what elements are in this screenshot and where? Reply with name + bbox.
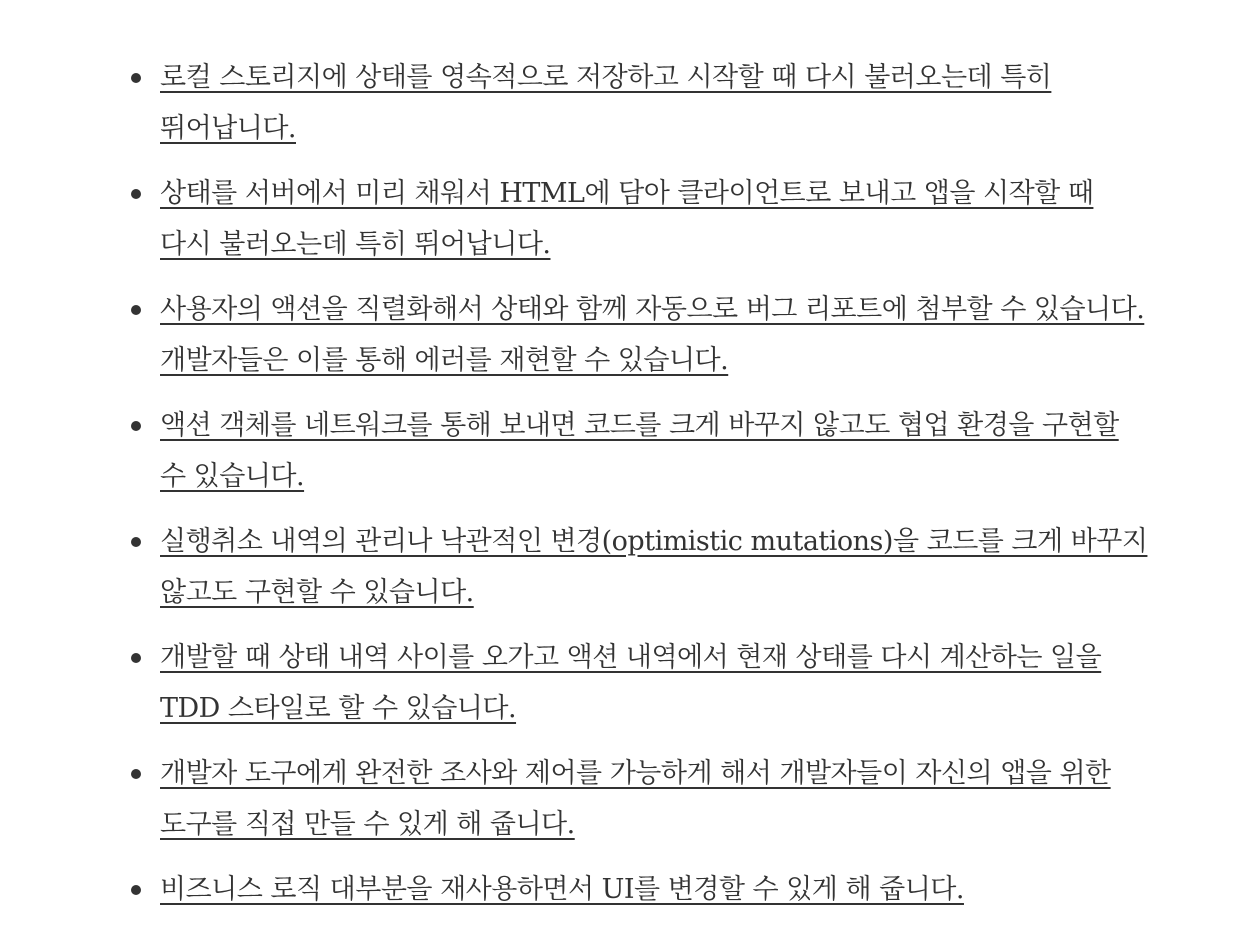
list-item-link[interactable]: 비즈니스 로직 대부분을 재사용하면서 UI를 변경할 수 있게 해 줍니다.	[160, 874, 964, 905]
bullet-icon	[131, 537, 141, 547]
list-item-link[interactable]: 개발할 때 상태 내역 사이를 오가고 액션 내역에서 현재 상태를 다시 계산하는 일을 TDD 스타일로 할 수 있습니다.	[160, 642, 1102, 724]
list-item-link[interactable]: 실행취소 내역의 관리나 낙관적인 변경(optimistic mutations)을 코드를 크게 바꾸지 않고도 구현할 수 있습니다.	[160, 526, 1148, 608]
bullet-icon	[131, 885, 141, 895]
list-item-link[interactable]: 사용자의 액션을 직렬화해서 상태와 함께 자동으로 버그 리포트에 첨부할 수 있습니다. 개발자들은 이를 통해 에러를 재현할 수 있습니다.	[160, 294, 1145, 376]
bullet-icon	[131, 73, 141, 83]
list-item-link[interactable]: 로컬 스토리지에 상태를 영속적으로 저장하고 시작할 때 다시 불러오는데 특히 뛰어납니다.	[160, 62, 1052, 144]
list-item	[0, 516, 1150, 618]
list-item-link[interactable]: 상태를 서버에서 미리 채워서 HTML에 담아 클라이언트로 보내고 앱을 시작할 때 다시 불러오는데 특히 뛰어납니다.	[160, 178, 1094, 260]
feature-list	[0, 52, 1260, 929]
list-item	[0, 168, 1150, 270]
list-item	[0, 284, 1150, 386]
list-item	[0, 52, 1150, 154]
list-item	[0, 632, 1150, 734]
bullet-icon	[131, 189, 141, 199]
list-item	[0, 400, 1150, 502]
list-item-link[interactable]: 개발자 도구에게 완전한 조사와 제어를 가능하게 해서 개발자들이 자신의 앱을 위한 도구를 직접 만들 수 있게 해 줍니다.	[160, 758, 1111, 840]
bullet-icon	[131, 769, 141, 779]
list-item-link[interactable]: 액션 객체를 네트워크를 통해 보내면 코드를 크게 바꾸지 않고도 협업 환경을 구현할 수 있습니다.	[160, 410, 1119, 492]
list-item	[0, 748, 1150, 850]
bullet-icon	[131, 421, 141, 431]
list-item	[0, 864, 1150, 915]
bullet-icon	[131, 653, 141, 663]
bullet-icon	[131, 305, 141, 315]
